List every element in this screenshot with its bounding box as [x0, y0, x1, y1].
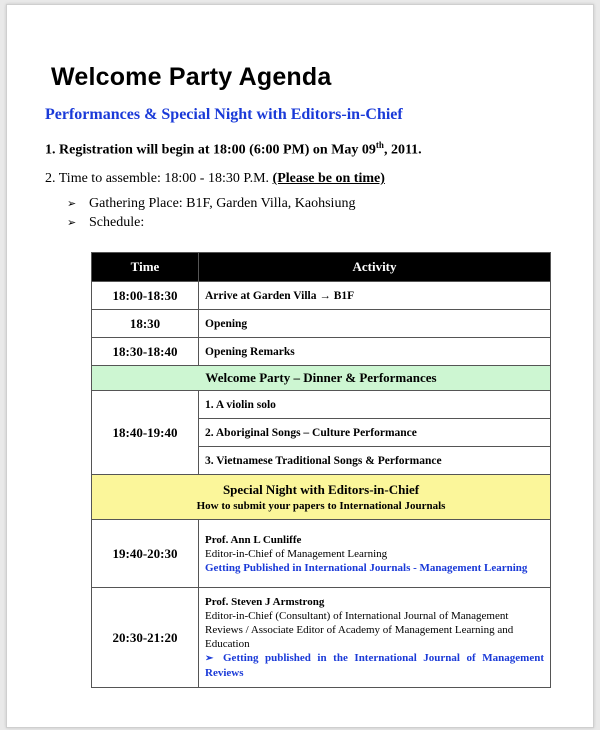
activity-cell: Opening: [199, 310, 551, 338]
talk-entry: [205, 651, 544, 680]
talk-title: Getting published in the International Journal of Management Reviews: [205, 652, 544, 679]
talk-title: Getting Published in International Journals - Management Learning: [205, 561, 528, 574]
table-row: [92, 391, 551, 419]
speaker-role: Editor-in-Chief of Management Learning: [205, 547, 388, 560]
agenda-table: [91, 252, 551, 688]
header-time: Time: [92, 253, 199, 282]
page-subtitle: Performances & Special Night with Editors-in-Chief: [45, 106, 403, 123]
speaker-name: Prof. Ann L Cunliffe: [205, 533, 302, 546]
section-row-special-night: [92, 475, 551, 520]
section-row-welcome-party: [92, 366, 551, 391]
time-cell: 18:30-18:40: [92, 338, 199, 366]
time-cell: 19:40-20:30: [92, 520, 199, 588]
section-subtitle: How to submit your papers to International Journals: [196, 500, 446, 512]
arrow-right-icon: ➢: [205, 653, 214, 664]
assemble-emphasis: (Please be on time): [272, 171, 385, 186]
table-row: [92, 282, 551, 310]
time-cell: 18:30: [92, 310, 199, 338]
activity-cell: 2. Aboriginal Songs – Culture Performance: [199, 419, 551, 447]
speaker-cell: [199, 588, 551, 688]
speaker-role: Editor-in-Chief (Consultant) of International Journal of Management Reviews / Associate Editor of Academy of Management Learning and Education: [205, 610, 514, 650]
assemble-text: 2. Time to assemble: 18:00 - 18:30 P.M.: [45, 171, 273, 186]
assemble-line: [45, 171, 385, 187]
bullet-text: Schedule:: [89, 215, 145, 230]
speaker-cell: [199, 520, 551, 588]
section-heading: Welcome Party – Dinner & Performances: [92, 366, 551, 391]
activity-cell: Arrive at Garden Villa → B1F: [199, 282, 551, 310]
table-row: [92, 520, 551, 588]
bullet-text: Gathering Place: B1F, Garden Villa, Kaohsiung: [89, 196, 356, 211]
speaker-name: Prof. Steven J Armstrong: [205, 596, 325, 608]
time-cell: 20:30-21:20: [92, 588, 199, 688]
document-page: [6, 4, 594, 728]
header-activity: Activity: [199, 253, 551, 282]
registration-line: [45, 140, 422, 159]
registration-text: 1. Registration will begin at 18:00 (6:00 PM) on May 09: [45, 142, 376, 158]
bullet-schedule: [67, 215, 144, 231]
table-header-row: [92, 253, 551, 282]
arrow-right-icon: ➢: [67, 217, 77, 229]
registration-sup: th: [375, 140, 384, 150]
registration-suffix: , 2011.: [383, 142, 422, 158]
activity-cell: 1. A violin solo: [199, 391, 551, 419]
section-heading: [92, 475, 551, 520]
section-title: Special Night with Editors-in-Chief: [222, 482, 420, 497]
page-title: Welcome Party Agenda: [51, 63, 332, 91]
activity-cell: Opening Remarks: [199, 338, 551, 366]
table-row: [92, 310, 551, 338]
arrow-right-icon: ➢: [67, 198, 77, 210]
table-row: [92, 588, 551, 688]
activity-cell: 3. Vietnamese Traditional Songs & Performance: [199, 447, 551, 475]
bullet-gathering-place: [67, 196, 355, 212]
table-row: [92, 338, 551, 366]
time-cell: 18:40-19:40: [92, 391, 199, 475]
time-cell: 18:00-18:30: [92, 282, 199, 310]
